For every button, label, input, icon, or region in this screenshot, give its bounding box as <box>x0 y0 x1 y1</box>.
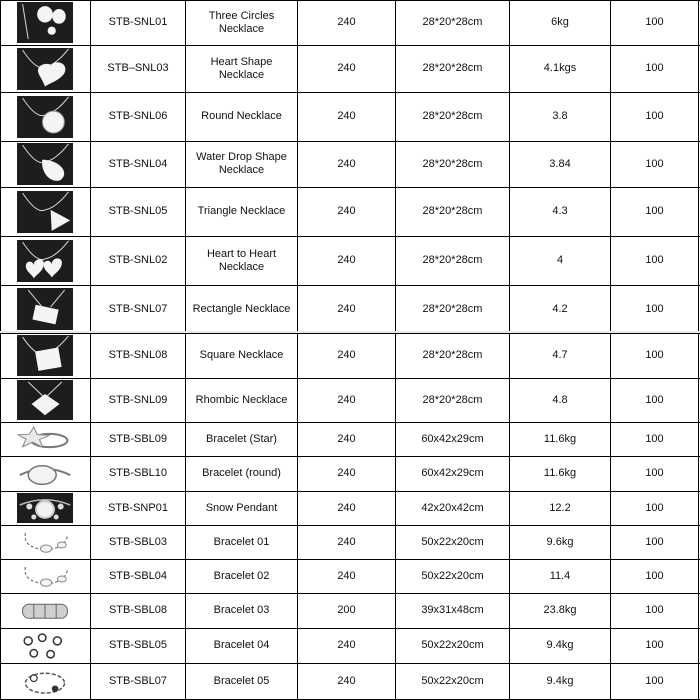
pieces: 100 <box>645 110 664 122</box>
carton-size-cell <box>396 525 509 559</box>
product-name-lines <box>214 536 270 549</box>
weight-cell <box>510 92 610 141</box>
product-name-line: Bracelet 01 <box>213 535 270 548</box>
weight-cell <box>510 628 610 663</box>
product-code: STB-SNL09 <box>108 393 168 406</box>
carton-size: 28*20*28cm <box>422 393 483 406</box>
triangle-necklace-icon <box>17 191 73 233</box>
water-drop-necklace-icon-graphic <box>17 143 73 185</box>
product-name-line: Bracelet (Star) <box>206 432 277 445</box>
pieces: 100 <box>645 604 664 616</box>
quantity-cell <box>298 378 395 422</box>
quantity-cell <box>298 628 395 663</box>
quantity-cell <box>298 141 395 187</box>
weight: 23.8kg <box>543 604 577 616</box>
quantity: 240 <box>337 62 356 74</box>
carton-size: 50x22x20cm <box>421 675 484 687</box>
charm-bracelet-icon-graphic <box>17 665 73 698</box>
carton-size: 28*20*28cm <box>422 302 483 315</box>
product-name-line: Heart to Heart <box>206 247 277 260</box>
rectangle-necklace-icon-graphic <box>17 288 73 330</box>
heart-necklace-icon <box>17 48 73 90</box>
product-name-lines <box>206 502 278 515</box>
carton-size-cell <box>396 187 509 236</box>
weight: 3.8 <box>552 110 568 122</box>
product-name-cell <box>186 333 297 378</box>
pieces-cell <box>611 92 698 141</box>
weight: 4 <box>556 254 564 266</box>
pieces-cell <box>611 285 698 333</box>
pieces-cell <box>611 593 698 628</box>
weight: 4.8 <box>552 393 568 406</box>
quantity: 240 <box>337 302 356 315</box>
product-name-cell <box>186 525 297 559</box>
carton-size: 28*20*28cm <box>422 205 483 217</box>
weight-cell <box>510 0 610 45</box>
panel-bracelet-icon <box>17 595 73 626</box>
product-name-cell <box>186 285 297 333</box>
product-name-line: Bracelet (round) <box>202 467 281 479</box>
pieces: 100 <box>645 16 664 28</box>
snow-pendant-icon-graphic <box>17 493 73 523</box>
rectangle-necklace-icon <box>17 288 73 330</box>
product-name-lines <box>207 248 276 274</box>
double-heart-necklace-icon <box>17 240 73 282</box>
weight: 4.7 <box>552 349 568 361</box>
product-name-cell <box>186 628 297 663</box>
product-code: STB-SBL05 <box>108 639 168 651</box>
product-code: STB-SNL07 <box>108 302 168 315</box>
product-name-line: Snow Pendant <box>205 501 278 514</box>
quantity: 200 <box>337 604 356 616</box>
product-name-cell <box>186 0 297 45</box>
carton-size-cell <box>396 285 509 333</box>
product-name-cell <box>186 378 297 422</box>
carton-size-cell <box>396 236 509 285</box>
product-name-lines <box>196 151 287 177</box>
carton-size: 60x42x29cm <box>421 432 484 445</box>
quantity: 240 <box>337 639 356 651</box>
weight-cell <box>510 491 610 525</box>
pieces: 100 <box>645 535 664 548</box>
chain-bracelet-icon <box>17 561 73 591</box>
product-name-cell <box>186 663 297 700</box>
carton-size: 39x31x48cm <box>421 604 484 616</box>
product-name-line: Bracelet 05 <box>213 675 270 687</box>
product-code-cell <box>91 285 185 333</box>
quantity-cell <box>298 422 395 456</box>
quantity: 240 <box>337 349 356 361</box>
product-code: STB-SNP01 <box>108 501 168 514</box>
square-necklace-icon <box>17 335 73 376</box>
carton-size-cell <box>396 593 509 628</box>
weight: 6kg <box>551 16 569 28</box>
weight: 9.6kg <box>546 535 574 548</box>
product-code-cell <box>91 378 185 422</box>
product-code-cell <box>91 187 185 236</box>
weight: 4.1kgs <box>543 62 577 74</box>
heart-necklace-icon-graphic <box>17 48 73 90</box>
quantity: 240 <box>337 569 356 582</box>
carton-size: 50x22x20cm <box>421 639 484 651</box>
quantity-cell <box>298 236 395 285</box>
product-code-cell <box>91 663 185 700</box>
product-name-line: Square Necklace <box>199 349 284 361</box>
water-drop-necklace-icon <box>17 143 73 185</box>
pieces: 100 <box>645 467 664 479</box>
pieces: 100 <box>645 675 664 687</box>
quantity: 240 <box>337 501 356 514</box>
link-bracelet-icon-graphic <box>17 630 73 661</box>
product-code-cell <box>91 333 185 378</box>
quantity-cell <box>298 92 395 141</box>
link-bracelet-icon <box>17 630 73 661</box>
carton-size: 28*20*28cm <box>422 254 483 266</box>
pieces: 100 <box>645 62 664 74</box>
pieces: 100 <box>645 205 664 217</box>
product-name-cell <box>186 187 297 236</box>
carton-size-cell <box>396 333 509 378</box>
pieces: 100 <box>645 639 664 651</box>
product-code-cell <box>91 491 185 525</box>
weight-cell <box>510 378 610 422</box>
carton-size-cell <box>396 491 509 525</box>
quantity: 240 <box>337 110 356 122</box>
product-name-cell <box>186 236 297 285</box>
carton-size: 50x22x20cm <box>421 569 484 582</box>
weight: 3.84 <box>549 157 571 170</box>
weight-cell <box>510 422 610 456</box>
product-name-lines <box>200 349 284 362</box>
weight: 4.3 <box>552 205 568 217</box>
pieces: 100 <box>645 157 664 170</box>
product-name-line: Necklace <box>218 22 265 35</box>
product-code-cell <box>91 141 185 187</box>
product-code-cell <box>91 236 185 285</box>
product-name-line: Heart Shape <box>210 55 273 68</box>
quantity-cell <box>298 663 395 700</box>
round-bracelet-icon <box>17 458 73 489</box>
carton-size-cell <box>396 45 509 92</box>
pieces-cell <box>611 236 698 285</box>
three-circles-necklace-icon-graphic <box>17 2 73 43</box>
weight: 9.4kg <box>546 639 574 651</box>
weight-cell <box>510 141 610 187</box>
product-code-cell <box>91 45 185 92</box>
weight-cell <box>510 456 610 491</box>
panel-bracelet-icon-graphic <box>17 595 73 626</box>
product-name-cell <box>186 422 297 456</box>
product-code: STB–SNL03 <box>107 62 169 74</box>
product-name-line: Necklace <box>218 68 265 81</box>
quantity-cell <box>298 491 395 525</box>
product-code: STB-SNL06 <box>108 110 168 122</box>
carton-size-cell <box>396 456 509 491</box>
product-name-lines <box>202 467 281 480</box>
product-code-cell <box>91 525 185 559</box>
product-code-cell <box>91 593 185 628</box>
weight: 11.6kg <box>543 432 577 445</box>
triangle-necklace-icon-graphic <box>17 191 73 233</box>
weight-cell <box>510 285 610 333</box>
product-code: STB-SBL07 <box>108 675 168 687</box>
carton-size-cell <box>396 141 509 187</box>
carton-size: 42x20x42cm <box>421 501 484 514</box>
weight: 4.2 <box>552 302 568 315</box>
pieces: 100 <box>645 569 664 582</box>
carton-size-cell <box>396 663 509 700</box>
square-necklace-icon-graphic <box>17 335 73 376</box>
charm-bracelet-icon <box>17 665 73 698</box>
product-name-lines <box>201 110 282 123</box>
product-code-cell <box>91 559 185 593</box>
product-code-cell <box>91 0 185 45</box>
pieces-cell <box>611 559 698 593</box>
quantity: 240 <box>337 467 356 479</box>
product-name-lines <box>214 675 270 688</box>
carton-size-cell <box>396 92 509 141</box>
quantity: 240 <box>337 254 356 266</box>
weight-cell <box>510 525 610 559</box>
double-heart-necklace-icon-graphic <box>17 240 73 282</box>
chain-bracelet-icon-graphic <box>17 527 73 557</box>
pieces-cell <box>611 187 698 236</box>
product-name-line: Rectangle Necklace <box>192 302 291 315</box>
pieces: 100 <box>645 432 664 445</box>
product-code-cell <box>91 456 185 491</box>
rhombic-necklace-icon-graphic <box>17 380 73 420</box>
weight-cell <box>510 236 610 285</box>
weight: 12.2 <box>549 501 571 514</box>
pieces-cell <box>611 0 698 45</box>
weight-cell <box>510 45 610 92</box>
carton-size: 28*20*28cm <box>422 16 483 28</box>
product-name-lines <box>214 604 270 617</box>
quantity: 240 <box>337 16 356 28</box>
weight-cell <box>510 593 610 628</box>
weight: 11.6kg <box>543 467 577 479</box>
quantity: 240 <box>337 157 356 170</box>
product-code: STB-SBL04 <box>108 569 168 582</box>
quantity: 240 <box>337 393 356 406</box>
rhombic-necklace-icon <box>17 380 73 420</box>
round-necklace-icon-graphic <box>17 96 73 138</box>
chain-bracelet-icon <box>17 527 73 557</box>
product-name-line: Bracelet 03 <box>213 604 270 616</box>
carton-size-cell <box>396 378 509 422</box>
pieces-cell <box>611 333 698 378</box>
product-name-line: Three Circles <box>208 9 275 22</box>
pieces: 100 <box>645 501 664 514</box>
product-name-line: Necklace <box>218 260 265 273</box>
snow-pendant-icon <box>17 493 73 523</box>
quantity-cell <box>298 187 395 236</box>
chain-bracelet-icon-graphic <box>17 561 73 591</box>
product-name-line: Rhombic Necklace <box>195 393 288 406</box>
star-bracelet-icon <box>17 424 73 454</box>
quantity-cell <box>298 285 395 333</box>
carton-size: 28*20*28cm <box>422 62 483 74</box>
product-code: STB-SNL08 <box>108 349 168 361</box>
quantity: 240 <box>337 675 356 687</box>
quantity-cell <box>298 559 395 593</box>
pieces-cell <box>611 628 698 663</box>
product-name-cell <box>186 141 297 187</box>
weight-cell <box>510 663 610 700</box>
product-name-lines <box>214 570 270 583</box>
product-name-cell <box>186 559 297 593</box>
product-name-cell <box>186 491 297 525</box>
product-name-cell <box>186 593 297 628</box>
carton-size-cell <box>396 559 509 593</box>
pieces-cell <box>611 456 698 491</box>
pieces: 100 <box>645 302 664 315</box>
product-code: STB-SNL02 <box>108 254 168 266</box>
quantity-cell <box>298 593 395 628</box>
quantity: 240 <box>337 432 356 445</box>
product-code-cell <box>91 422 185 456</box>
product-name-line: Bracelet 02 <box>213 569 270 582</box>
three-circles-necklace-icon <box>17 2 73 43</box>
product-code: STB-SNL01 <box>108 16 168 28</box>
quantity: 240 <box>337 205 356 217</box>
product-code: STB-SBL08 <box>108 604 168 616</box>
weight: 11.4 <box>549 569 571 582</box>
carton-size-cell <box>396 422 509 456</box>
product-code-cell <box>91 92 185 141</box>
quantity-cell <box>298 333 395 378</box>
round-bracelet-icon-graphic <box>17 458 73 489</box>
quantity-cell <box>298 45 395 92</box>
product-name-lines <box>214 639 270 652</box>
weight-cell <box>510 559 610 593</box>
carton-size-cell <box>396 628 509 663</box>
weight: 9.4kg <box>546 675 574 687</box>
product-name-lines <box>211 56 273 82</box>
product-name-lines <box>196 394 288 407</box>
pieces-cell <box>611 422 698 456</box>
weight-cell <box>510 187 610 236</box>
carton-size-cell <box>396 0 509 45</box>
pieces-cell <box>611 525 698 559</box>
product-name-line: Necklace <box>218 164 265 176</box>
product-name-cell <box>186 456 297 491</box>
quantity-cell <box>298 525 395 559</box>
carton-size: 28*20*28cm <box>422 349 483 361</box>
pieces-cell <box>611 141 698 187</box>
pieces-cell <box>611 491 698 525</box>
product-code-cell <box>91 628 185 663</box>
product-code: STB-SBL10 <box>108 467 168 479</box>
product-name-line: Triangle Necklace <box>197 205 286 217</box>
quantity-cell <box>298 0 395 45</box>
pieces: 100 <box>645 349 664 361</box>
pieces: 100 <box>645 254 664 266</box>
pieces-cell <box>611 45 698 92</box>
product-name-line: Water Drop Shape <box>196 151 287 163</box>
product-name-line: Round Necklace <box>201 110 282 122</box>
product-code: STB-SNL04 <box>108 157 168 170</box>
product-name-line: Bracelet 04 <box>213 639 270 651</box>
product-name-cell <box>186 45 297 92</box>
round-necklace-icon <box>17 96 73 138</box>
quantity: 240 <box>337 535 356 548</box>
weight-cell <box>510 333 610 378</box>
product-name-lines <box>198 205 286 218</box>
product-code: STB-SNL05 <box>108 205 168 217</box>
product-name-cell <box>186 92 297 141</box>
product-code: STB-SBL09 <box>108 432 168 445</box>
carton-size: 50x22x20cm <box>421 535 484 548</box>
carton-size: 28*20*28cm <box>422 157 483 170</box>
pieces-cell <box>611 378 698 422</box>
product-name-lines <box>206 433 277 446</box>
carton-size: 28*20*28cm <box>422 110 483 122</box>
product-code: STB-SBL03 <box>108 535 168 548</box>
star-bracelet-icon-graphic <box>17 424 73 454</box>
pieces-cell <box>611 663 698 700</box>
pieces: 100 <box>645 393 664 406</box>
carton-size: 60x42x29cm <box>421 467 484 479</box>
quantity-cell <box>298 456 395 491</box>
product-name-lines <box>209 10 274 36</box>
product-name-lines <box>193 303 291 316</box>
